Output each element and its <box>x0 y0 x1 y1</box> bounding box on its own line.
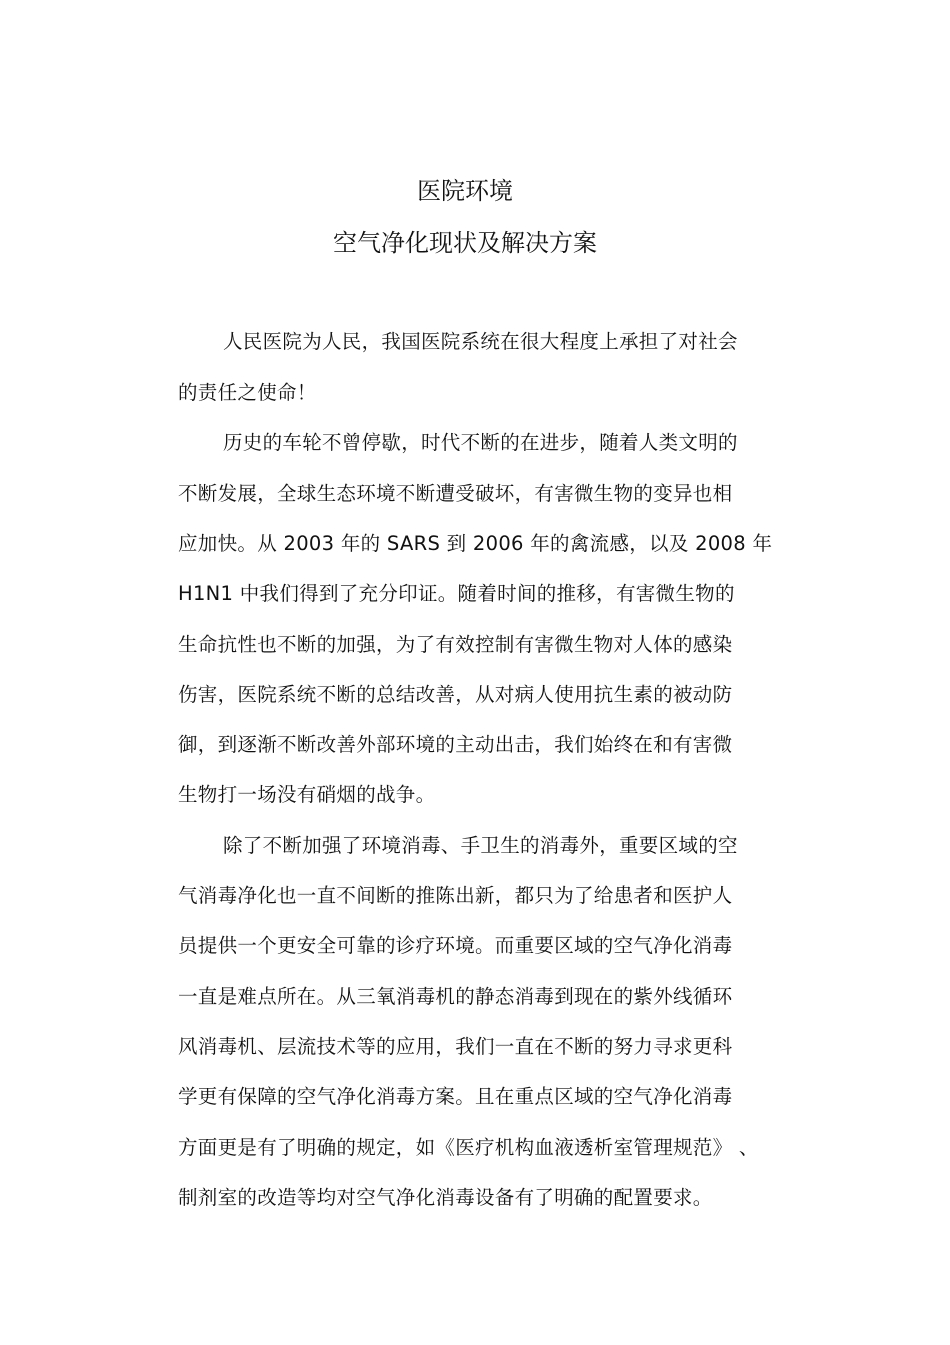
paragraph-3-line-4: 一直是难点所在。从三氧消毒机的静态消毒到现在的紫外线循环 <box>178 985 733 1008</box>
paragraph-1-line-2: 的责任之使命！ <box>178 381 317 404</box>
paragraph-3-line-6: 学更有保障的空气净化消毒方案。且在重点区域的空气净化消毒 <box>178 1085 733 1108</box>
paragraph-2-line-1: 历史的车轮不曾停歇，时代不断的在进步，随着人类文明的 <box>223 431 738 454</box>
paragraph-3-line-7: 方面更是有了明确的规定，如《医疗机构血液透析室管理规范》 、 <box>178 1136 759 1159</box>
paragraph-2-line-7: 御，到逐渐不断改善外部环境的主动出击，我们始终在和有害微 <box>178 733 733 756</box>
document-title-line-2: 空气净化现状及解决方案 <box>333 229 597 257</box>
paragraph-3-line-1: 除了不断加强了环境消毒、手卫生的消毒外，重要区域的空 <box>223 834 738 857</box>
paragraph-2-line-6: 伤害，医院系统不断的总结改善，从对病人使用抗生素的被动防 <box>178 683 733 706</box>
paragraph-3-line-3: 员提供一个更安全可靠的诊疗环境。而重要区域的空气净化消毒 <box>178 934 733 957</box>
paragraph-2-line-2: 不断发展，全球生态环境不断遭受破坏，有害微生物的变异也相 <box>178 482 733 505</box>
paragraph-2-line-4: H1N1 中我们得到了充分印证。随着时间的推移，有害微生物的 <box>178 582 735 605</box>
document-title-line-1: 医院环境 <box>417 177 513 205</box>
paragraph-2-line-5: 生命抗性也不断的加强，为了有效控制有害微生物对人体的感染 <box>178 633 733 656</box>
paragraph-2-line-8: 生物打一场没有硝烟的战争。 <box>178 783 436 806</box>
paragraph-3-line-8: 制剂室的改造等均对空气净化消毒设备有了明确的配置要求。 <box>178 1186 713 1209</box>
paragraph-3-line-2: 气消毒净化也一直不间断的推陈出新，都只为了给患者和医护人 <box>178 884 733 907</box>
paragraph-1-line-1: 人民医院为人民，我国医院系统在很大程度上承担了对社会 <box>223 330 738 353</box>
paragraph-3-line-5: 风消毒机、层流技术等的应用，我们一直在不断的努力寻求更科 <box>178 1035 733 1058</box>
paragraph-2-line-3: 应加快。从 2003 年的 SARS 到 2006 年的禽流感，以及 2008 年 <box>178 532 773 555</box>
